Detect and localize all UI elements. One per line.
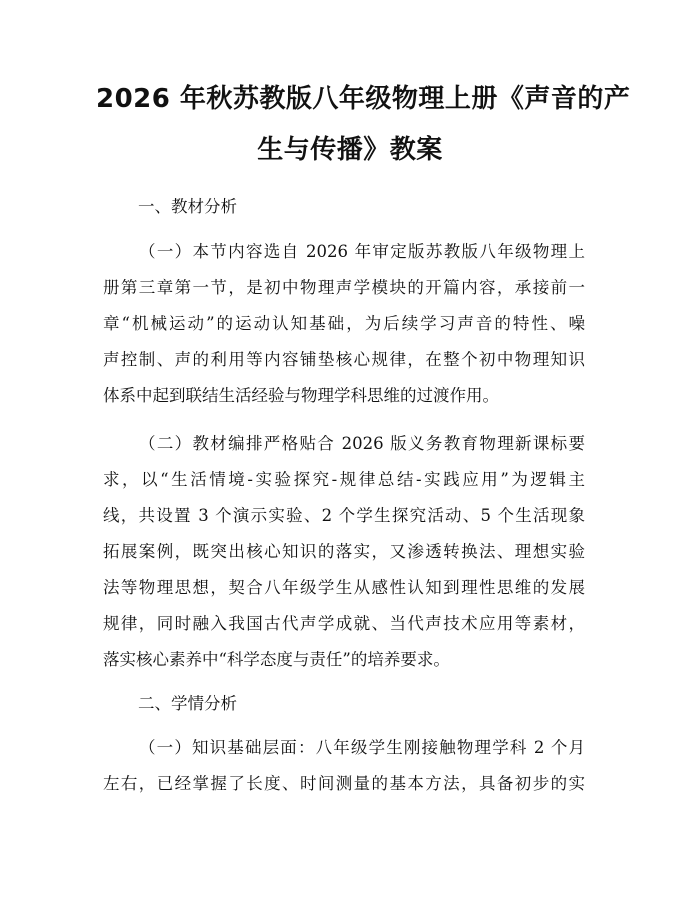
- paragraph-line: 左右，已经掌握了长度、时间测量的基本方法，具备初步的实: [103, 774, 585, 793]
- paragraph-line: 落实核心素养中“科学态度与责任”的培养要求。: [103, 650, 450, 669]
- paragraph-line: 法等物理思想，契合八年级学生从感性认知到理性思维的发展: [103, 578, 585, 597]
- section-heading-teaching-material-analysis: 一、教材分析: [138, 197, 237, 216]
- paragraph-line: 体系中起到联结生活经验与物理学科思维的过渡作用。: [103, 386, 499, 405]
- paragraph-line: （一）知识基础层面：八年级学生刚接触物理学科 2 个月: [139, 738, 585, 757]
- paragraph-line: 线，共设置 3 个演示实验、2 个学生探究活动、5 个生活现象: [103, 506, 585, 525]
- paragraph-line: 声控制、声的利用等内容铺垫核心规律，在整个初中物理知识: [103, 350, 585, 369]
- paragraph-line: 求，以“生活情境-实验探究-规律总结-实践应用”为逻辑主: [103, 470, 585, 489]
- paragraph-line: 章“机械运动”的运动认知基础，为后续学习声音的特性、噪: [103, 314, 585, 333]
- paragraph-line: 册第三章第一节，是初中物理声学模块的开篇内容，承接前一: [103, 278, 585, 297]
- section-heading-learner-analysis: 二、学情分析: [138, 694, 237, 713]
- document-title-line-1: 2026 年秋苏教版八年级物理上册《声音的产: [96, 84, 631, 114]
- paragraph-line: 拓展案例，既突出核心知识的落实，又渗透转换法、理想实验: [103, 542, 585, 561]
- document-title-line-2: 生与传播》教案: [257, 135, 443, 165]
- paragraph-line: （一）本节内容选自 2026 年审定版苏教版八年级物理上: [139, 242, 585, 261]
- paragraph-line: 规律，同时融入我国古代声学成就、当代声技术应用等素材，: [103, 614, 585, 633]
- paragraph-line: （二）教材编排严格贴合 2026 版义务教育物理新课标要: [139, 434, 585, 453]
